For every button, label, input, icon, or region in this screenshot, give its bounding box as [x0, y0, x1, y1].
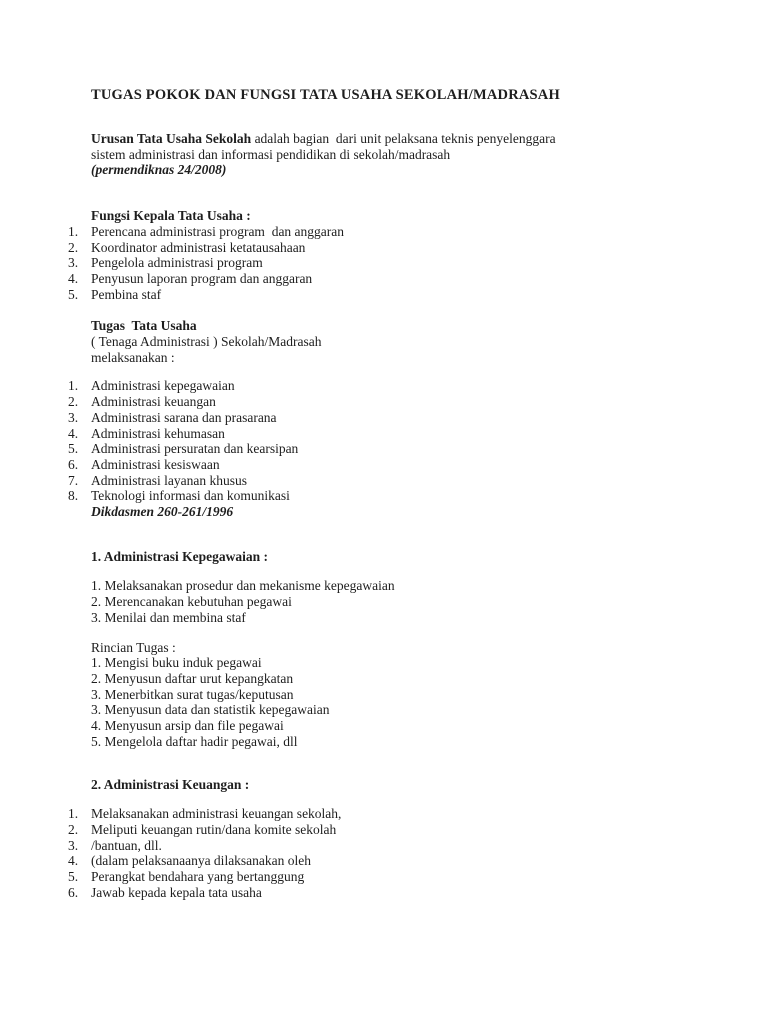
list-item: [68, 240, 732, 256]
section-administrasi-keuangan: [68, 776, 732, 901]
list-item: [68, 457, 732, 473]
intro-line-2: sistem administrasi dan informasi pendidikan di sekolah/madrasah: [91, 146, 451, 162]
tugas-heading: Tugas Tata Usaha: [91, 318, 197, 334]
list-item: [68, 410, 732, 426]
list-item-text: Administrasi sarana dan prasarana: [91, 409, 277, 425]
list-item-number: 1.: [68, 223, 79, 239]
list-item-text: Meliputi keuangan rutin/dana komite sekolah: [91, 821, 337, 837]
list-item: 3. Menerbitkan surat tugas/keputusan: [91, 686, 294, 702]
section-fungsi-kepala: [68, 208, 732, 302]
document-title: TUGAS POKOK DAN FUNGSI TATA USAHA SEKOLAH/MADRASAH: [91, 87, 560, 103]
list-item: 2. Merencanakan kebutuhan pegawai: [91, 594, 292, 610]
intro-reference: (permendiknas 24/2008): [91, 162, 227, 178]
list-item-text: Koordinator administrasi ketatausahaan: [91, 239, 306, 255]
list-item: 4. Menyusun arsip dan file pegawai: [91, 718, 284, 734]
list-item-number: 4.: [68, 270, 79, 286]
list-item-number: 1.: [68, 378, 79, 394]
list-item: [68, 394, 732, 410]
list-item-number: 8.: [68, 488, 79, 504]
intro-paragraph: [91, 131, 732, 178]
fungsi-list: [68, 223, 732, 303]
list-item-number: 5.: [68, 869, 79, 885]
tugas-list: [68, 378, 732, 504]
list-item-number: 4.: [68, 853, 79, 869]
list-item-text: /bantuan, dll.: [91, 837, 162, 853]
list-item-number: 3.: [68, 409, 79, 425]
list-item: [68, 378, 732, 394]
list-item: [68, 224, 732, 240]
list-item-text: Teknologi informasi dan komunikasi: [91, 488, 290, 504]
list-item: 3. Menilai dan membina staf: [91, 609, 246, 625]
list-item-text: Administrasi keuangan: [91, 394, 216, 410]
list-item: [68, 441, 732, 457]
list-item-number: 6.: [68, 456, 79, 472]
section-tugas-tata-usaha: [68, 318, 732, 520]
list-item-text: Perangkat bendahara yang bertanggung: [91, 869, 305, 885]
list-item: [68, 885, 732, 901]
list-item: 1. Mengisi buku induk pegawai: [91, 655, 262, 671]
list-item-text: Melaksanakan administrasi keuangan sekolah,: [91, 806, 342, 822]
kepegawaian-heading: 1. Administrasi Kepegawaian :: [91, 548, 269, 564]
list-item-text: Pengelola administrasi program: [91, 255, 263, 271]
list-item-text: Pembina staf: [91, 286, 162, 302]
section-administrasi-kepegawaian: [91, 549, 732, 750]
list-item-number: 5.: [68, 286, 79, 302]
list-item: [68, 822, 732, 838]
list-item-number: 7.: [68, 472, 79, 488]
list-item-number: 2.: [68, 239, 79, 255]
list-item: 3. Menyusun data dan statistik kepegawaian: [91, 702, 330, 718]
list-item-text: Penyusun laporan program dan anggaran: [91, 270, 313, 286]
tugas-subline-2: melaksanakan :: [91, 349, 175, 365]
tugas-subline-1: ( Tenaga Administrasi ) Sekolah/Madrasah: [91, 334, 322, 350]
keuangan-heading: 2. Administrasi Keuangan :: [91, 776, 250, 792]
list-item-number: 2.: [68, 394, 79, 410]
rincian-heading: Rincian Tugas :: [91, 639, 176, 655]
intro-line-1: [91, 131, 732, 147]
list-item: [68, 473, 732, 489]
list-item: [68, 287, 732, 303]
kepegawaian-list: [91, 578, 732, 625]
tugas-reference: Dikdasmen 260-261/1996: [91, 504, 234, 520]
list-item: 5. Mengelola daftar hadir pegawai, dll: [91, 733, 298, 749]
list-item: [68, 869, 732, 885]
list-item: [68, 806, 732, 822]
list-item-number: 4.: [68, 425, 79, 441]
list-item-text: (dalam pelaksanaanya dilaksanakan oleh: [91, 853, 312, 869]
intro-lead-bold: Urusan Tata Usaha Sekolah: [91, 131, 252, 146]
list-item-number: 6.: [68, 884, 79, 900]
rincian-list: [91, 655, 732, 749]
list-item-number: 3.: [68, 837, 79, 853]
list-item: [68, 426, 732, 442]
intro-line1-rest: adalah bagian dari unit pelaksana teknis penyelenggara: [251, 131, 556, 146]
list-item-text: Administrasi persuratan dan kearsipan: [91, 441, 299, 457]
list-item-number: 1.: [68, 806, 79, 822]
list-item: [68, 271, 732, 287]
list-item-number: 3.: [68, 255, 79, 271]
list-item-text: Administrasi kesiswaan: [91, 456, 220, 472]
list-item-text: Administrasi kepegawaian: [91, 378, 235, 394]
fungsi-heading: Fungsi Kepala Tata Usaha :: [91, 208, 251, 224]
keuangan-list: [68, 806, 732, 900]
list-item: [68, 488, 732, 504]
list-item-number: 2.: [68, 821, 79, 837]
list-item: 1. Melaksanakan prosedur dan mekanisme kepegawaian: [91, 578, 395, 594]
list-item-text: Jawab kepada kepala tata usaha: [91, 884, 262, 900]
list-item: [68, 838, 732, 854]
list-item: 2. Menyusun daftar urut kepangkatan: [91, 670, 294, 686]
list-item: [68, 255, 732, 271]
list-item-text: Perencana administrasi program dan anggaran: [91, 223, 345, 239]
list-item-text: Administrasi kehumasan: [91, 425, 225, 441]
list-item: [68, 853, 732, 869]
list-item-text: Administrasi layanan khusus: [91, 472, 247, 488]
list-item-number: 5.: [68, 441, 79, 457]
